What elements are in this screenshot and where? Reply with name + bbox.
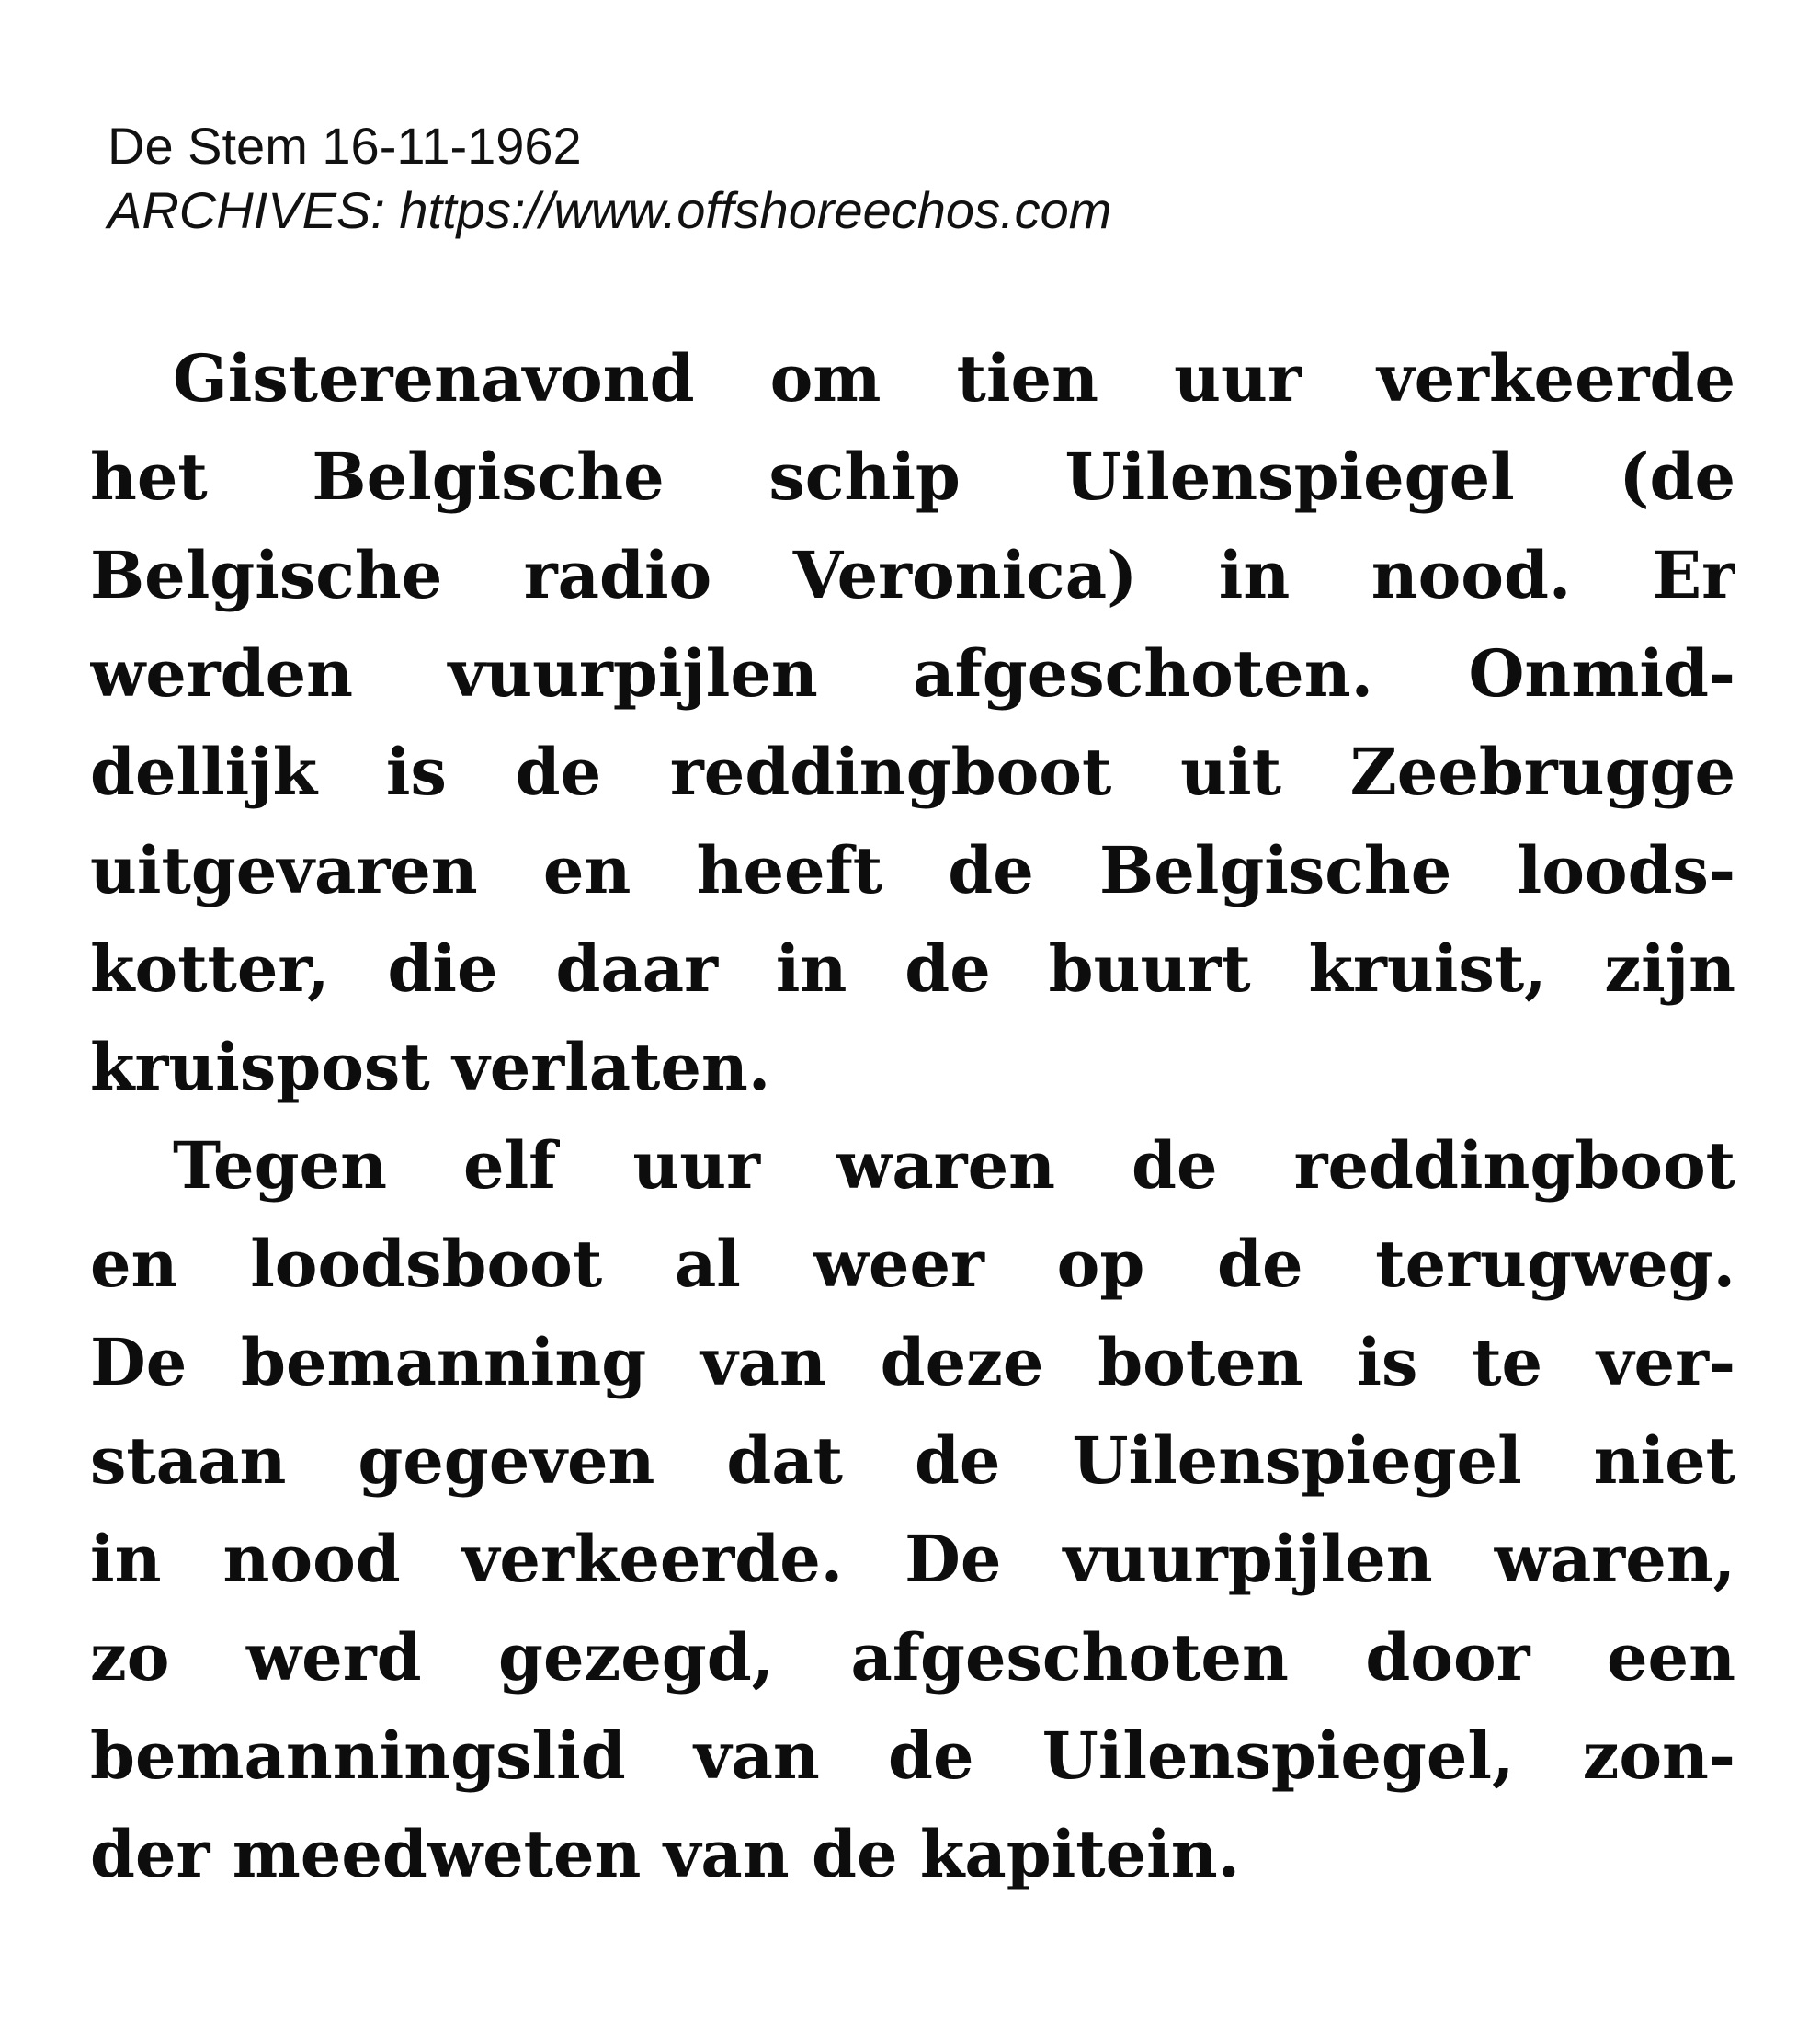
article-line: kruispost verlaten. bbox=[90, 1029, 771, 1105]
article-line: en loodsboot al weer op de terugweg. bbox=[90, 1226, 1735, 1302]
article-paragraph-1 bbox=[90, 329, 1735, 1116]
article-line: werden vuurpijlen afgeschoten. Onmid- bbox=[90, 635, 1735, 712]
article-line: uitgevaren en heeft de Belgische loods- bbox=[90, 832, 1735, 908]
archive-credit: ARCHIVES: https://www.offshoreechos.com bbox=[108, 181, 1112, 239]
article-line: Tegen elf uur waren de reddingboot bbox=[173, 1127, 1735, 1204]
article-line: Gisterenavond om tien uur verkeerde bbox=[173, 340, 1735, 417]
article-line: dellijk is de reddingboot uit Zeebrugge bbox=[90, 734, 1735, 810]
article-line: het Belgische schip Uilenspiegel (de bbox=[90, 439, 1735, 515]
article-paragraph-2 bbox=[90, 1116, 1735, 1903]
article-line: staan gegeven dat de Uilenspiegel niet bbox=[90, 1422, 1735, 1499]
newspaper-article bbox=[90, 329, 1735, 1903]
article-line: zo werd gezegd, afgeschoten door een bbox=[90, 1619, 1735, 1695]
article-line: bemanningslid van de Uilenspiegel, zon- bbox=[90, 1718, 1735, 1794]
article-line: in nood verkeerde. De vuurpijlen waren, bbox=[90, 1521, 1735, 1597]
article-line: kotter, die daar in de buurt kruist, zijn bbox=[90, 930, 1735, 1007]
clipping-header bbox=[108, 114, 1111, 243]
article-line: Belgische radio Veronica) in nood. Er bbox=[90, 537, 1735, 613]
source-citation: De Stem 16-11-1962 bbox=[108, 117, 582, 175]
article-line: De bemanning van deze boten is te ver- bbox=[90, 1324, 1735, 1400]
article-line: der meedweten van de kapitein. bbox=[90, 1816, 1241, 1892]
